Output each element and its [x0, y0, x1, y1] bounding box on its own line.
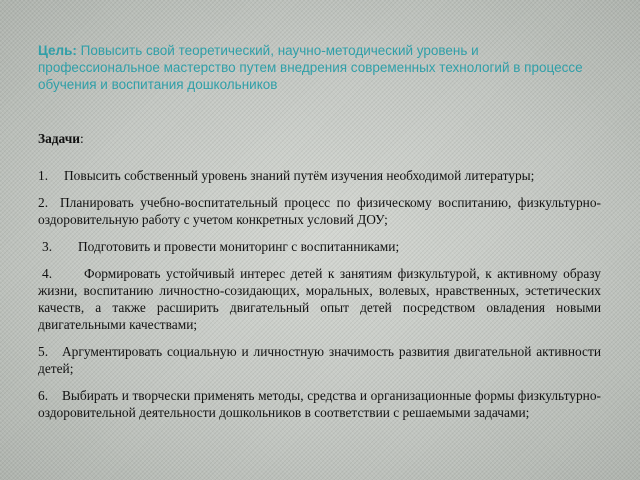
task-text: Подготовить и провести мониторинг с воспитанниками;	[78, 239, 400, 254]
tasks-heading-colon: :	[79, 131, 84, 146]
task-item-4	[38, 265, 601, 333]
task-text: Формировать устойчивый интерес детей к занятиям физкультурой, к активному образу жизни, воспитанию личностно-созидающих, моральных, волевых, нравственных, эстетических качеств, а также расширить двигательный опыт детей посредством овладения новыми двигательными качествами;	[38, 266, 601, 332]
task-number: 4.	[42, 266, 53, 281]
task-number: 5.	[38, 344, 49, 359]
task-text: Выбирать и творчески применять методы, средства и организационные формы физкультурно-оздоровительной деятельности дошкольников в соответствии с решаемыми задачами;	[38, 388, 601, 420]
task-item-1	[38, 167, 601, 184]
task-number: 1.	[38, 168, 49, 183]
task-number: 6.	[38, 388, 49, 403]
task-item-6	[38, 387, 601, 421]
tasks-heading-text: Задачи	[38, 131, 80, 146]
task-text: Аргументировать социальную и личностную значимость развития двигательной активности детей;	[38, 344, 601, 376]
tasks-section	[38, 130, 601, 431]
task-text: Повысить собственный уровень знаний путём изучения необходимой литературы;	[64, 168, 535, 183]
task-item-2	[38, 194, 601, 228]
tasks-heading	[38, 130, 601, 147]
task-text: Планировать учебно-воспитательный процесс по физическому воспитанию, физкультурно-оздоровительную работу с учетом конкретных условий ДОУ;	[38, 195, 601, 227]
task-number: 3.	[42, 239, 53, 254]
goal-paragraph	[38, 42, 604, 93]
task-item-3	[38, 238, 601, 255]
task-number: 2.	[38, 195, 49, 210]
goal-text: Повысить свой теоретический, научно-методический уровень и профессиональное мастерство путем внедрения современных технологий в процессе обучения и воспитания дошкольников	[38, 43, 583, 92]
task-item-5	[38, 343, 601, 377]
goal-label: Цель:	[38, 43, 77, 58]
